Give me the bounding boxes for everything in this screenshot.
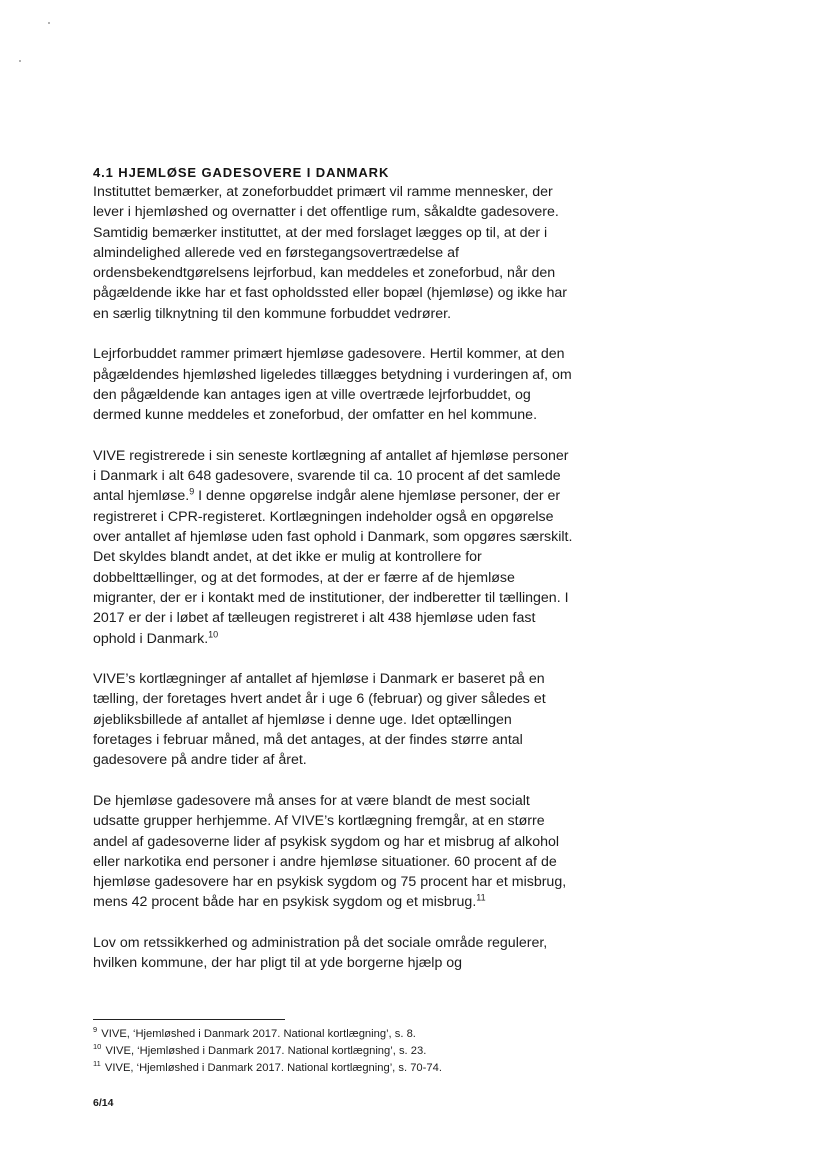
footnote-list: [93, 1026, 553, 1077]
paragraph-text: I denne opgørelse indgår alene hjemløse personer, der er registreret i CPR-registeret. Kortlægningen indeholder også en opgørelse over antallet af hjemløse uden fast ophold i Danmark, som opgøres særskilt. Det skyldes blandt andet, at det ikke er mulig at kontrollere for dobbelttællinger, og at det formodes, at der er færre af de hjemløse migranter, der er i kontakt med de institutioner, der indberetter til tællingen. I 2017 er der i løbet af tælleugen registreret i alt 438 hjemløse uden fast ophold i Danmark.: [93, 488, 573, 647]
body-paragraph: [93, 791, 573, 913]
body-paragraph: [93, 344, 573, 425]
body-paragraph: [93, 182, 573, 324]
paragraph-list: [93, 182, 573, 974]
footnote-text: VIVE, ‘Hjemløshed i Danmark 2017. National kortlægning’, s. 70-74.: [104, 1062, 442, 1074]
footnote: [93, 1043, 553, 1060]
scan-speck: [48, 22, 50, 24]
paragraph-text: VIVE’s kortlægninger af antallet af hjemløse i Danmark er baseret på en tælling, der foretages hvert andet år i uge 6 (februar) og giver således et øjebliksbillede af antallet af hjemløse i denne uge. Idet optællingen foretages i februar måned, må det antages, at der findes større antal gadesovere på andre tider af året.: [93, 671, 546, 769]
paragraph-text: De hjemløse gadesovere må anses for at være blandt de mest socialt udsatte grupper herhjemme. Af VIVE’s kortlægning fremgår, at en større andel af gadesoverne lider af psykisk sygdom og har et misbrug af alkohol eller narkotika end personer i andre hjemløse situationer. 60 procent af de hjemløse gadesovere har en psykisk sygdom og 75 procent har et misbrug, mens 42 procent både har en psykisk sygdom og et misbrug.: [93, 792, 567, 911]
paragraph-text: Lov om retssikkerhed og administration på det sociale område regulerer, hvilken kommune, der har pligt til at yde borgerne hjælp og: [93, 934, 548, 972]
body-paragraph: [93, 446, 573, 649]
footnote-text: VIVE, ‘Hjemløshed i Danmark 2017. National kortlægning’, s. 8.: [101, 1028, 416, 1040]
section-heading: 4.1 HJEMLØSE GADESOVERE I DANMARK: [93, 165, 390, 180]
footnote-reference: 10: [208, 628, 219, 639]
footnote-divider: [93, 1019, 285, 1020]
scan-speck: [19, 60, 21, 62]
footnote-reference: 11: [476, 892, 486, 903]
paragraph-text: Instituttet bemærker, at zoneforbuddet primært vil ramme mennesker, der lever i hjemløshed og overnatter i det offentlige rum, såkaldte gadesovere. Samtidig bemærker instituttet, at der med forslaget lægges op til, at der i almindelighed allerede ved en førstegangsovertrædelse af ordensbekendtgørelsens lejrforbud, kan meddeles et zoneforbud, når den pågældende ikke har et fast opholdssted eller bopæl (hjemløse) og ikke har en særlig tilknytning til den kommune forbuddet vedrører.: [93, 184, 567, 322]
body-paragraph: [93, 669, 573, 770]
footnote-number: 11: [93, 1059, 101, 1069]
page-number: 6/14: [93, 1097, 114, 1109]
page-body: [93, 164, 573, 974]
paragraph-text: VIVE registrerede i sin seneste kortlægning af antallet af hjemløse personer i Danmark i alt 648 gadesovere, svarende til ca. 10 procent af det samlede antal hjemløse.: [93, 447, 569, 505]
footnote-reference: 9: [189, 486, 195, 497]
footnote: [93, 1060, 553, 1077]
footnote-text: VIVE, ‘Hjemløshed i Danmark 2017. National kortlægning’, s. 23.: [105, 1045, 427, 1057]
footnote: [93, 1026, 553, 1043]
body-paragraph: [93, 933, 573, 974]
paragraph-text: Lejrforbuddet rammer primært hjemløse gadesovere. Hertil kommer, at den pågældendes hjemløshed ligeledes tillægges betydning i vurderingen af, om den pågældende kan antages igen at ville overtræde lejrforbuddet, og dermed kunne meddeles et zoneforbud, der omfatter en hel kommune.: [93, 346, 572, 424]
footnote-number: 10: [93, 1042, 102, 1052]
footnote-number: 9: [93, 1025, 98, 1035]
